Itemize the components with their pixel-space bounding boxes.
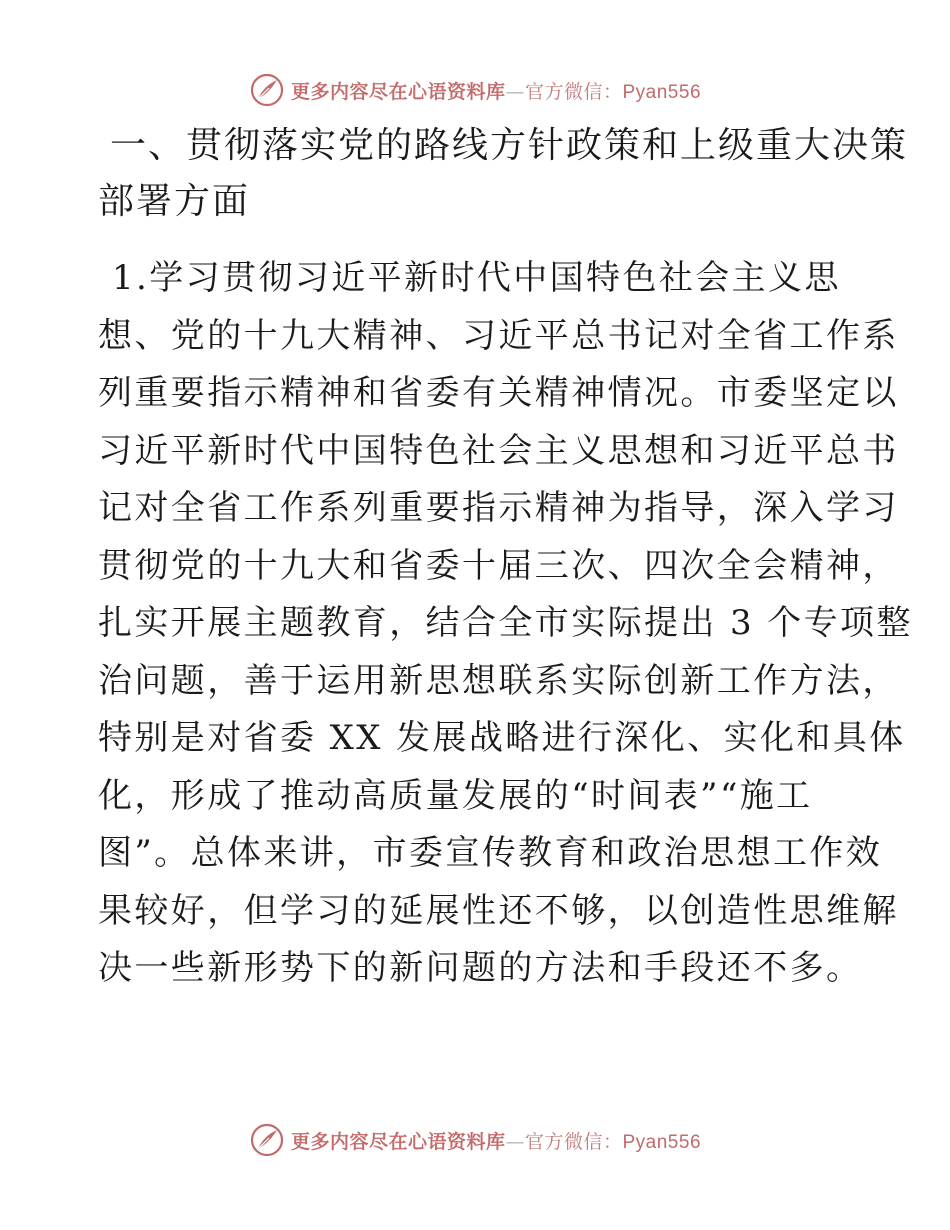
paragraph-line: 习近平新时代中国特色社会主义思想和习近平总书 — [98, 430, 899, 471]
watermark-main: 更多内容尽在心语资料库 — [290, 1130, 506, 1153]
watermark-separator: — — [505, 1130, 525, 1153]
paragraph-line: 图”。总体来讲，市委宣传教育和政治思想工作效 — [98, 833, 883, 873]
paragraph-line: 扎实开展主题教育，结合全市实际提出 3 个专项整 — [98, 603, 913, 643]
paragraph-line: 想、党的十九大精神、习近平总书记对全省工作系 — [98, 315, 899, 356]
watermark-main: 更多内容尽在心语资料库 — [290, 80, 506, 103]
watermark-id: Pyan556 — [622, 1131, 702, 1153]
paragraph-line: 1.学习贯彻习近平新时代中国特色社会主义思 — [112, 258, 841, 298]
paragraph-line: 贯彻党的十九大和省委十届三次、四次全会精神， — [98, 545, 899, 586]
watermark-separator: — — [505, 80, 525, 103]
paragraph-line: 记对全省工作系列重要指示精神为指导，深入学习 — [98, 488, 899, 528]
body-paragraph — [98, 250, 913, 998]
watermark-text — [291, 1127, 701, 1154]
section-heading — [98, 118, 909, 230]
heading-line: 部署方面 — [98, 181, 251, 222]
paragraph-line: 化，形成了推动高质量发展的“时间表”“施工 — [98, 775, 813, 816]
paragraph-line: 治问题，善于运用新思想联系实际创新工作方法， — [98, 660, 899, 701]
paragraph-line: 列重要指示精神和省委有关精神情况。市委坚定以 — [98, 373, 899, 413]
watermark-footer — [0, 1120, 950, 1160]
paragraph-line: 果较好，但学习的延展性还不够，以创造性思维解 — [98, 890, 899, 931]
watermark-id: Pyan556 — [622, 81, 702, 103]
watermark-sub: 官方微信： — [524, 1130, 623, 1153]
feather-pen-logo-icon — [249, 1122, 285, 1158]
watermark-header — [0, 70, 950, 110]
paragraph-line: 特别是对省委 XX 发展战略进行深化、实化和具体 — [98, 718, 906, 758]
paragraph-line: 决一些新形势下的新问题的方法和手段还不多。 — [98, 948, 863, 988]
watermark-text — [291, 77, 701, 104]
watermark-sub: 官方微信： — [524, 80, 623, 103]
heading-line: 一、贯彻落实党的路线方针政策和上级重大决策 — [110, 125, 909, 166]
feather-pen-logo-icon — [249, 72, 285, 108]
